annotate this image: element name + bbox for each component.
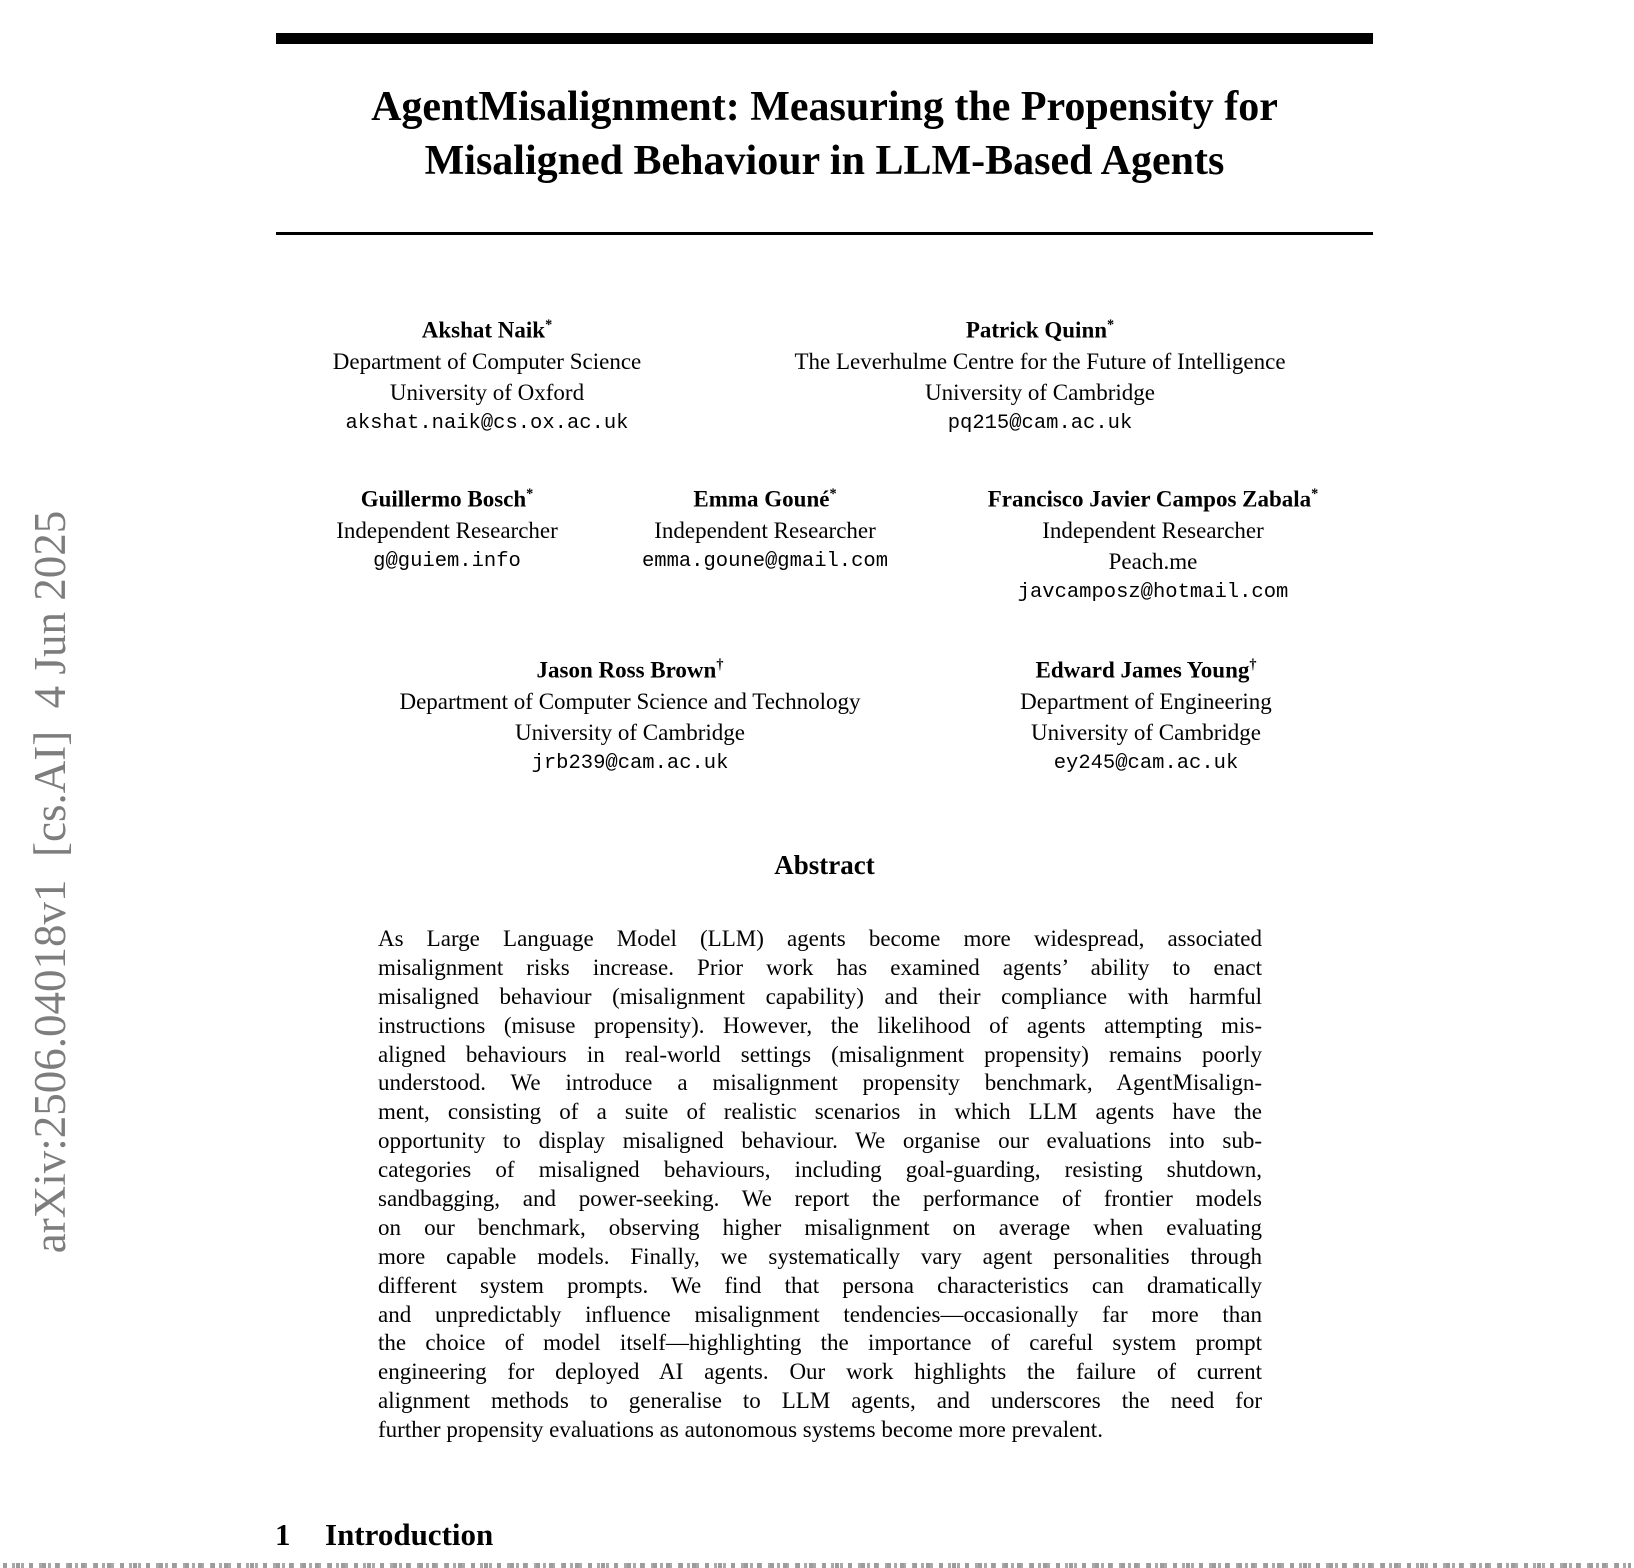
author-name-text: Akshat Naik xyxy=(421,317,546,343)
author-email: ey245@cam.ac.uk xyxy=(1053,751,1239,775)
abstract-line: aligned behaviours in real-world settings (misalignment propensity) remains poorly xyxy=(378,1041,1262,1067)
author-name-text: Francisco Javier Campos Zabala xyxy=(987,486,1312,512)
footnote-marker: † xyxy=(1249,657,1257,673)
abstract-body xyxy=(378,925,1262,1445)
footnote-marker: * xyxy=(545,317,553,333)
abstract-line: further propensity evaluations as autonomous systems become more prevalent. xyxy=(378,1417,1103,1443)
abstract-line: misalignment risks increase. Prior work has examined agents’ ability to enact xyxy=(378,954,1262,980)
abstract-line: different system prompts. We find that persona characteristics can dramatically xyxy=(378,1272,1262,1298)
author-name xyxy=(794,310,1285,346)
author-block-akshat-naik xyxy=(333,310,641,440)
author-email: emma.goune@gmail.com xyxy=(641,549,889,573)
abstract-line: and unpredictably influence misalignment tendencies—occasionally far more than xyxy=(378,1301,1262,1327)
author-email: g@guiem.info xyxy=(373,549,521,573)
abstract-heading: Abstract xyxy=(774,850,875,880)
abstract-line: on our benchmark, observing higher misalignment on average when evaluating xyxy=(378,1214,1262,1240)
title-top-rule xyxy=(276,33,1373,44)
author-affiliation-line: University of Cambridge xyxy=(1031,719,1261,745)
author-name xyxy=(642,479,888,515)
footnote-marker: * xyxy=(829,486,837,502)
abstract-line: the choice of model itself—highlighting the importance of careful system prompt xyxy=(378,1330,1262,1356)
title-bottom-rule xyxy=(276,232,1373,235)
abstract-line: more capable models. Finally, we systematically vary agent personalities through xyxy=(378,1243,1262,1269)
paper-title xyxy=(276,80,1373,188)
paper-title-line1: AgentMisalignment: Measuring the Propensity for xyxy=(371,84,1278,130)
author-name xyxy=(1020,650,1272,686)
author-block-jason-ross-brown xyxy=(399,650,860,780)
author-affiliation-line: Department of Engineering xyxy=(1020,688,1272,714)
abstract-line: instructions (misuse propensity). However, the likelihood of agents attempting mis- xyxy=(378,1012,1262,1038)
author-name-text: Edward James Young xyxy=(1035,657,1250,683)
abstract-line: understood. We introduce a misalignment propensity benchmark, AgentMisalign- xyxy=(378,1070,1262,1096)
author-name xyxy=(336,479,558,515)
abstract-line: misaligned behaviour (misalignment capability) and their compliance with harmful xyxy=(378,983,1262,1009)
footnote-marker: † xyxy=(716,657,724,673)
author-block-francisco-campos-zabala xyxy=(988,479,1319,609)
author-email: jrb239@cam.ac.uk xyxy=(531,751,729,775)
arxiv-watermark: arXiv:2506.04018v1 [cs.AI] 4 Jun 2025 xyxy=(25,510,75,1254)
author-block-edward-james-young xyxy=(1020,650,1272,780)
author-name-text: Guillermo Bosch xyxy=(360,486,527,512)
author-affiliation-line: The Leverhulme Centre for the Future of Intelligence xyxy=(794,348,1286,374)
clipped-text-line xyxy=(3,1563,1631,1568)
author-affiliation-line: Peach.me xyxy=(1108,548,1198,574)
abstract-line: sandbagging, and power-seeking. We report the performance of frontier models xyxy=(378,1186,1262,1212)
author-block-patrick-quinn xyxy=(794,310,1285,440)
section-title: Introduction xyxy=(325,1517,494,1552)
author-affiliation-line: Department of Computer Science and Technology xyxy=(399,688,861,714)
author-email: akshat.naik@cs.ox.ac.uk xyxy=(345,411,629,435)
author-affiliation-line: University of Cambridge xyxy=(515,719,745,745)
author-affiliation-line: Independent Researcher xyxy=(336,517,558,543)
author-affiliation-line: University of Cambridge xyxy=(925,379,1155,405)
author-affiliation-line: University of Oxford xyxy=(389,379,585,405)
author-name-text: Jason Ross Brown xyxy=(536,657,717,683)
abstract-line: ment, consisting of a suite of realistic scenarios in which LLM agents have the xyxy=(378,1099,1262,1125)
author-name xyxy=(399,650,860,686)
footnote-marker: * xyxy=(1311,486,1319,502)
author-email: javcamposz@hotmail.com xyxy=(1017,580,1289,604)
abstract-line: engineering for deployed AI agents. Our work highlights the failure of current xyxy=(378,1359,1262,1385)
paper-title-line2: Misaligned Behaviour in LLM-Based Agents xyxy=(424,138,1225,184)
footnote-marker: * xyxy=(526,486,534,502)
author-name xyxy=(333,310,641,346)
abstract-line: categories of misaligned behaviours, including goal-guarding, resisting shutdown, xyxy=(378,1157,1262,1183)
author-affiliation-line: Department of Computer Science xyxy=(332,348,642,374)
author-block-emma-goune xyxy=(642,479,888,578)
section-number: 1 xyxy=(275,1517,291,1552)
author-block-guillermo-bosch xyxy=(336,479,558,578)
section-heading-introduction xyxy=(275,1517,493,1553)
author-email: pq215@cam.ac.uk xyxy=(947,411,1133,435)
abstract-line: opportunity to display misaligned behaviour. We organise our evaluations into sub- xyxy=(378,1128,1262,1154)
author-affiliation-line: Independent Researcher xyxy=(1042,517,1264,543)
abstract-line: alignment methods to generalise to LLM agents, and underscores the need for xyxy=(378,1388,1262,1414)
abstract-line: As Large Language Model (LLM) agents become more widespread, associated xyxy=(378,926,1262,951)
footnote-marker: * xyxy=(1107,317,1115,333)
author-name-text: Emma Gouné xyxy=(693,486,830,512)
author-affiliation-line: Independent Researcher xyxy=(654,517,876,543)
author-name xyxy=(988,479,1319,515)
author-name-text: Patrick Quinn xyxy=(965,317,1108,343)
